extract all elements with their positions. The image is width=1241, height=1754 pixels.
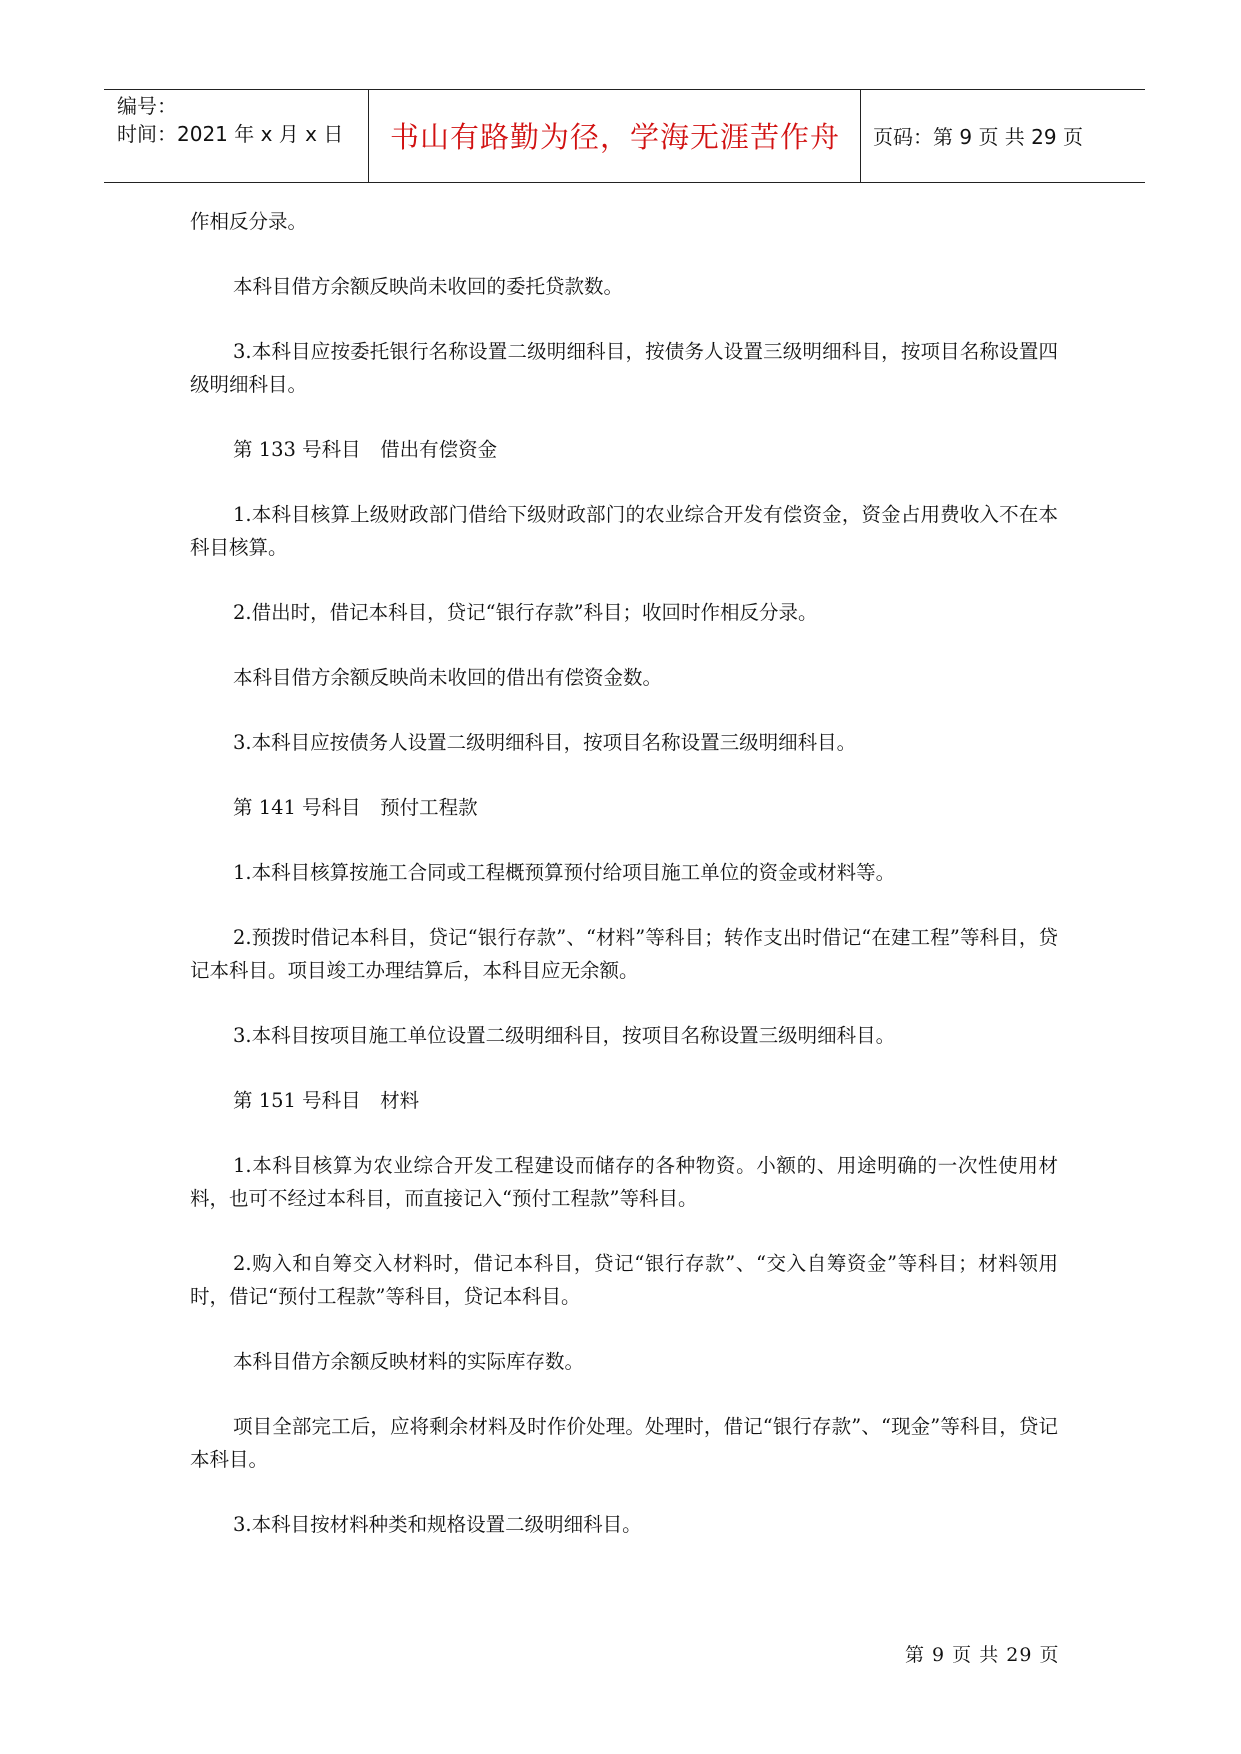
- paragraph: 3.本科目按材料种类和规格设置二级明细科目。: [233, 1513, 642, 1536]
- section-heading: 第 141 号科目 预付工程款: [233, 796, 478, 819]
- header-bottom-rule: [104, 182, 1145, 183]
- time-label: 时间：2021 年 x 月 x 日: [117, 122, 344, 146]
- paragraph: 3.本科目按项目施工单位设置二级明细科目，按项目名称设置三级明细科目。: [233, 1024, 896, 1047]
- serial-number-label: 编号：: [117, 94, 177, 118]
- section-heading: 第 133 号科目 借出有偿资金: [233, 438, 498, 461]
- paragraph: 本科目借方余额反映材料的实际库存数。: [233, 1350, 585, 1373]
- paragraph: 本科目借方余额反映尚未收回的借出有偿资金数。: [233, 666, 663, 689]
- header-page-info: 页码：第 9 页 共 29 页: [873, 125, 1083, 149]
- footer-page-number: 第 9 页 共 29 页: [905, 1644, 1060, 1666]
- paragraph: 2.借出时，借记本科目，贷记“银行存款”科目；收回时作相反分录。: [233, 601, 818, 624]
- paragraph: 3.本科目应按委托银行名称设置二级明细科目，按债务人设置三级明细科目，按项目名称设置四级明细科目。: [190, 340, 1058, 396]
- paragraph: 2.预拨时借记本科目，贷记“银行存款”、“材料”等科目；转作支出时借记“在建工程”等科目，贷记本科目。项目竣工办理结算后，本科目应无余额。: [190, 926, 1058, 982]
- paragraph: 2.购入和自筹交入材料时，借记本科目，贷记“银行存款”、“交入自筹资金”等科目；材料领用时，借记“预付工程款”等科目，贷记本科目。: [190, 1252, 1058, 1308]
- section-heading: 第 151 号科目 材料: [233, 1089, 420, 1112]
- paragraph: 1.本科目核算按施工合同或工程概预算预付给项目施工单位的资金或材料等。: [233, 861, 896, 884]
- paragraph: 1.本科目核算为农业综合开发工程建设而储存的各种物资。小额的、用途明确的一次性使用材料，也可不经过本科目，而直接记入“预付工程款”等科目。: [190, 1154, 1058, 1210]
- paragraph: 作相反分录。: [190, 210, 308, 233]
- paragraph: 3.本科目应按债务人设置二级明细科目，按项目名称设置三级明细科目。: [233, 731, 857, 754]
- document-body: [190, 205, 1058, 1573]
- header-motto: 书山有路勤为径，学海无涯苦作舟: [389, 120, 840, 154]
- header-divider-right: [860, 89, 861, 182]
- paragraph: 本科目借方余额反映尚未收回的委托贷款数。: [233, 275, 624, 298]
- paragraph: 1.本科目核算上级财政部门借给下级财政部门的农业综合开发有偿资金，资金占用费收入不在本科目核算。: [190, 503, 1058, 559]
- header-meta: [117, 92, 362, 148]
- paragraph: 项目全部完工后，应将剩余材料及时作价处理。处理时，借记“银行存款”、“现金”等科目，贷记本科目。: [190, 1415, 1058, 1471]
- header-divider-left: [368, 89, 369, 182]
